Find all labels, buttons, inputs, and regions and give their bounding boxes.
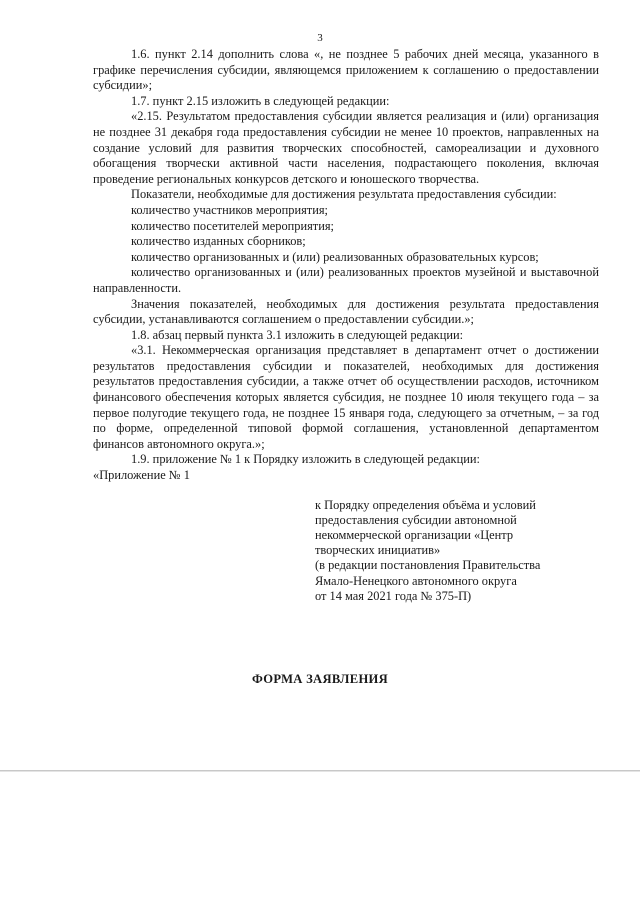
paragraph-indicator-values: Значения показателей, необходимых для достижения результата предоставления субсидии, устанавливаются соглашением о предоставлении субсидии.»; xyxy=(93,296,599,327)
appendix-line: от 14 мая 2021 года № 375-П) xyxy=(315,588,472,603)
appendix-line: (в редакции постановления Правительства xyxy=(315,558,541,573)
document-body xyxy=(93,47,599,604)
appendix-line: к Порядку определения объёма и условий xyxy=(315,497,536,512)
paragraph-indicators-intro: Показатели, необходимые для достижения результата предоставления субсидии: xyxy=(131,187,557,202)
appendix-line: творческих инициатив» xyxy=(315,543,441,558)
indicator-item: количество посетителей мероприятия; xyxy=(131,218,334,233)
paragraph-1-6: 1.6. пункт 2.14 дополнить слова «, не позднее 5 рабочих дней месяца, указанного в графике перечисления субсидии, являющемся приложением к соглашению о предоставлении субсидии»; xyxy=(93,47,599,93)
paragraph-1-7: 1.7. пункт 2.15 изложить в следующей редакции: xyxy=(131,93,390,108)
paragraph-2-15: «2.15. Результатом предоставления субсидии является реализация и (или) организация не позднее 31 декабря года предоставления субсидии не менее 10 проектов, направленных на создание условий для развития творческих способностей, самореализации и духовного обогащения творчески активной части населения, подрастающего поколения, включая проведение региональных конкурсов детского и юношеского творчества. xyxy=(93,109,599,186)
form-title: ФОРМА ЗАЯВЛЕНИЯ xyxy=(251,672,389,686)
indicator-item: количество изданных сборников; xyxy=(131,234,306,249)
appendix-line: некоммерческой организации «Центр xyxy=(315,528,514,543)
paragraph-3-1: «3.1. Некоммерческая организация представляет в департамент отчет о достижении результатов предоставления субсидии и показателей, необходимых для достижения результатов предоставления субсидии, а также отчет об осуществлении расходов, источником финансового обеспечения которых является субсидия, не позднее 10 июля текущего года – за первое полугодие текущего года, не позднее 15 января года, следующего за отчетным, – за год по форме, определенной типовой формой соглашения, установленной департаментом финансов автономного округа.»; xyxy=(93,343,599,451)
paragraph-1-9: 1.9. приложение № 1 к Порядку изложить в следующей редакции: xyxy=(131,452,480,467)
indicator-item: количество организованных и (или) реализованных образовательных курсов; xyxy=(131,249,539,264)
appendix-line: предоставления субсидии автономной xyxy=(315,512,517,527)
page-number: 3 xyxy=(317,32,323,44)
appendix-title: «Приложение № 1 xyxy=(93,468,190,483)
appendix-reference xyxy=(315,498,599,604)
appendix-line: Ямало-Ненецкого автономного округа xyxy=(315,573,517,588)
paragraph-1-8: 1.8. абзац первый пункта 3.1 изложить в следующей редакции: xyxy=(131,327,464,342)
indicator-item: количество организованных и (или) реализованных проектов музейной и выставочной направленности. xyxy=(93,265,599,295)
indicator-item: количество участников мероприятия; xyxy=(131,202,328,217)
